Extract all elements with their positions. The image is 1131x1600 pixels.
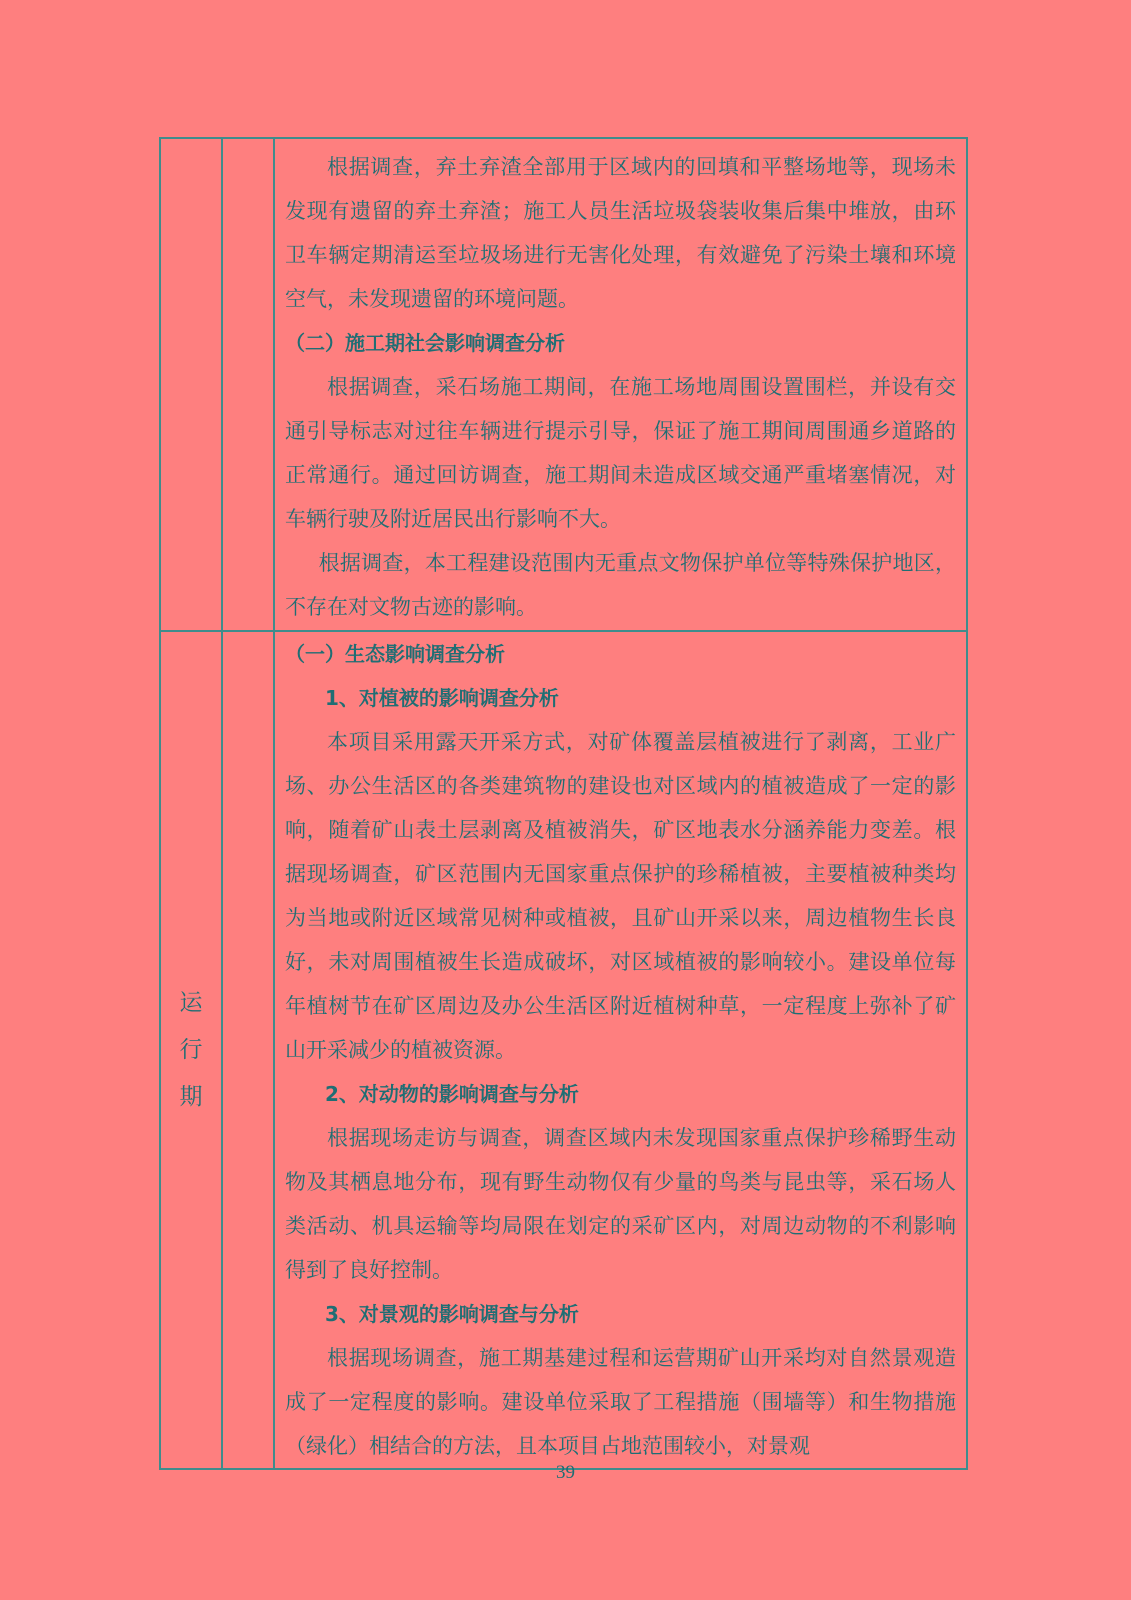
- paragraph-landscape: 根据现场调查，施工期基建过程和运营期矿山开采均对自然景观造成了一定程度的影响。建设单位采取了工程措施（围墙等）和生物措施（绿化）相结合的方法，且本项目占地范围较小，对景观: [285, 1346, 956, 1458]
- subitem-cell-empty: [222, 138, 274, 631]
- subheading-vegetation: 1、对植被的影响调查分析: [325, 686, 559, 710]
- content-block: [275, 139, 966, 629]
- phase-cell-operation: [160, 631, 222, 1469]
- paragraph-traffic-impact: 根据调查，采石场施工期间，在施工场地周围设置围栏，并设有交通引导标志对过往车辆进行提示引导，保证了施工期间周围通乡道路的正常通行。通过回访调查，施工期间未造成区域交通严重堵塞情况，对车辆行驶及附近居民出行影响不大。: [285, 375, 956, 531]
- paragraph-cultural-relics: 根据调查，本工程建设范围内无重点文物保护单位等特殊保护地区，不存在对文物古迹的影响。: [285, 551, 956, 619]
- subheading-animals: 2、对动物的影响调查与分析: [325, 1082, 579, 1106]
- content-block: [275, 632, 966, 1468]
- paragraph-vegetation: 本项目采用露天开采方式，对矿体覆盖层植被进行了剥离，工业广场、办公生活区的各类建筑物的建设也对区域内的植被造成了一定的影响，随着矿山表土层剥离及植被消失，矿区地表水分涵养能力变差。根据现场调查，矿区范围内无国家重点保护的珍稀植被，主要植被种类均为当地或附近区域常见树种或植被，且矿山开采以来，周边植物生长良好，未对周围植被生长造成破坏，对区域植被的影响较小。建设单位每年植树节在矿区周边及办公生活区附近植树种草，一定程度上弥补了矿山开采减少的植被资源。: [285, 730, 956, 1062]
- table-row-operation-period: [160, 631, 967, 1469]
- phase-label-char: 行: [179, 1036, 203, 1063]
- phase-label-char: 运: [179, 989, 203, 1016]
- section-heading-ecology: （一）生态影响调查分析: [285, 642, 505, 666]
- content-cell: [274, 138, 967, 631]
- table-row-construction-continued: [160, 138, 967, 631]
- document-table: [159, 137, 968, 1470]
- phase-label-char: 期: [179, 1083, 203, 1110]
- page-number: 39: [556, 1462, 575, 1483]
- subitem-cell-empty: [222, 631, 274, 1469]
- paragraph-animals: 根据现场走访与调查，调查区域内未发现国家重点保护珍稀野生动物及其栖息地分布，现有野生动物仅有少量的鸟类与昆虫等，采石场人类活动、机具运输等均局限在划定的采矿区内，对周边动物的不利影响得到了良好控制。: [285, 1126, 956, 1282]
- phase-cell-empty: [160, 138, 222, 631]
- section-heading-social-impact: （二）施工期社会影响调查分析: [285, 331, 565, 355]
- paragraph-waste-disposal: 根据调查，弃土弃渣全部用于区域内的回填和平整场地等，现场未发现有遗留的弃土弃渣；施工人员生活垃圾袋装收集后集中堆放，由环卫车辆定期清运至垃圾场进行无害化处理，有效避免了污染土壤和环境空气，未发现遗留的环境问题。: [285, 155, 956, 311]
- content-cell: [274, 631, 967, 1469]
- subheading-landscape: 3、对景观的影响调查与分析: [325, 1302, 579, 1326]
